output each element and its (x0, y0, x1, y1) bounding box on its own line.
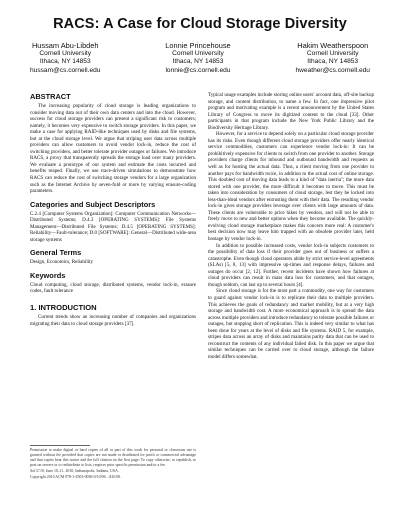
author-location: Ithaca, NY 14853 (39, 58, 91, 66)
author-affiliation: Cornell University (172, 50, 224, 58)
author-name: Hussam Abu-Libdeh (31, 41, 99, 50)
abstract-heading: ABSTRACT (30, 92, 71, 101)
introduction-heading: 1. INTRODUCTION (30, 303, 97, 313)
categories-text: C.2.4 [Computer Systems Organization]: Computer Communication Networks—Distributed Systems; D.4.3 [OPERATING SYSTEMS]: File Systems Management—Distributed File Systems; D.4.5 [OPERATING SYSTEMS]: Reliability—Fault-tolerance; D.0 [SOFTWARE]: General—Distributed wide-area storage systems (30, 210, 196, 243)
author-name: Hakim Weatherspoon (297, 41, 369, 50)
body-paragraph: In addition to possible increased costs, vendor lock-in subjects customers to the possibility of data loss if their provider goes out of business or suffers a catastrophe. Even though cloud operators abide by strict service-level agreements (SLAs) [5, 8, 13] with impressive up-times and response delays, failures and outages do occur [2, 12]. Further, recent incidents have shown how failures at cloud providers can result in mass data loss for customers, and that outages, though seldom, can last up to several hours [4]. (208, 242, 374, 288)
footnote-conference: SoCC'10, June 10–11, 2010, Indianapolis, Indiana, USA. (30, 468, 119, 473)
author-email: hussam@cs.cornell.edu (30, 66, 101, 74)
right-column (208, 92, 374, 360)
author-email: lonnie@cs.cornell.edu (165, 66, 231, 74)
keywords-heading: Keywords (30, 270, 66, 280)
author-3 (295, 42, 370, 75)
copyright-footnote (30, 448, 196, 480)
abstract-text: The increasing popularity of cloud storage is leading organizations to consider moving data out of their own data centers and into the cloud. However, success for cloud storage providers can present a significant risk to customers; namely, it becomes very expensive to switch storage providers. In this paper, we make a case for applying RAID-like techniques used by disks and file systems, but at the cloud storage level. We argue that striping user data across multiple providers can allow customers to avoid vendor lock-in, reduce the cost of switching providers, and better tolerate provider outages or failures. We introduce RACS, a proxy that transparently spreads the storage load over many providers. We evaluate a prototype of our system and estimate the costs incurred and benefits reaped. Finally, we use trace-driven simulations to demonstrate how RACS can reduce the cost of switching storage vendors for a large organization such as the Internet Archive by seven-fold or more by varying erasure-coding parameters. (30, 103, 196, 195)
author-location: Ithaca, NY 14853 (307, 58, 359, 66)
author-2 (165, 42, 230, 75)
author-1 (30, 42, 100, 75)
categories-heading: Categories and Subject Descriptors (30, 199, 156, 209)
body-paragraph: Since cloud storage is for the most part a commodity, one way for customers to guard against vendor lock-in is to replicate their data to multiple providers. This achieves the goals of redundancy and market mobility, but at a very high storage and bandwidth cost. A more economical approach is to spread the data across multiple providers and introduce redundancy to tolerate possible failures or outages, but stopping short of replication. This is indeed very similar to what has been done for years at the level of disks and file systems. RAID 5, for example, stripes data across an array of disks and maintains parity data that can be used to reconstruct the contents of any individual failed disk. In this paper we argue that similar techniques can be carried over to cloud storage, although the failure model differs somewhat. (208, 288, 374, 360)
author-affiliation: Cornell University (39, 50, 92, 58)
general-terms-heading: General Terms (30, 248, 82, 258)
body-paragraph: Typical usage examples include storing online users' account data, off-site backup storage, and content distribution, to name a few. In fact, one impressive pilot program and motivating example is a recent announcement by the United States Library of Congress to move its digitized content to the cloud [33]. Other participants in that program include the New York Public Library and the Biodiversity Heritage Library. (208, 92, 374, 131)
footnote-copyright: Copyright 2010 ACM 978-1-4503-0036-0/10/06 ...$10.00. (30, 474, 122, 479)
introduction-paragraph: Current trends show an increasing number of companies and organizations migrating their data to cloud storage providers [37]. (30, 314, 196, 327)
author-email: hweather@cs.cornell.edu (295, 66, 370, 74)
author-block (30, 42, 370, 75)
left-column (30, 92, 196, 327)
footnote-permission: Permission to make digital or hard copies of all or part of this work for personal or classroom use is granted without fee provided that copies are not made or distributed for profit or commercial advantage and that copies bear this notice and the full citation on the first page. To copy otherwise, to republish, to post on servers or to redistribute to lists, requires prior specific permission and/or a fee. (30, 448, 196, 467)
general-terms-text: Design, Economics, Reliability (30, 259, 94, 266)
author-location: Ithaca, NY 14853 (172, 58, 224, 66)
author-affiliation: Cornell University (306, 50, 359, 58)
footnote-separator (30, 445, 90, 446)
author-name: Lonnie Princehouse (165, 41, 231, 50)
keywords-text: Cloud computing, cloud storage, distributed systems, vendor lock-in, erasure codes, fault tolerance (30, 281, 196, 295)
body-paragraph: However, for a service to depend solely on a particular cloud storage provider has its risks. Even though different cloud storage providers offer nearly identical service commodities, customers can experience vendor lock-in: It can be prohibitively expensive for clients to switch from one provider to another. Storage providers charge clients for inbound and outbound bandwidth and requests as well as for hosting the actual data. Thus, a client moving from one provider to another pays for bandwidth twice, in addition to the actual cost of online storage. This doubled cost of moving data leads to a kind of "data inertia"; the more data stored with one provider, the more difficult it becomes to move. This must be taken into consideration by consumers of cloud storage, lest they be locked into less-than-ideal vendors after entrusting them with their data. The resulting vendor lock-in gives storage providers leverage over clients with large amounts of data. These clients are vulnerable to price hikes by vendors, and will not be able to freely move to new and better options when they become available. The quickly-evolving cloud storage marketplace makes this concern more real: A customer's best decision now may leave him trapped with an obsolete provider later, held hostage by vendor lock-in. (208, 131, 374, 243)
paper-title: RACS: A Case for Cloud Storage Diversity (53, 16, 347, 32)
